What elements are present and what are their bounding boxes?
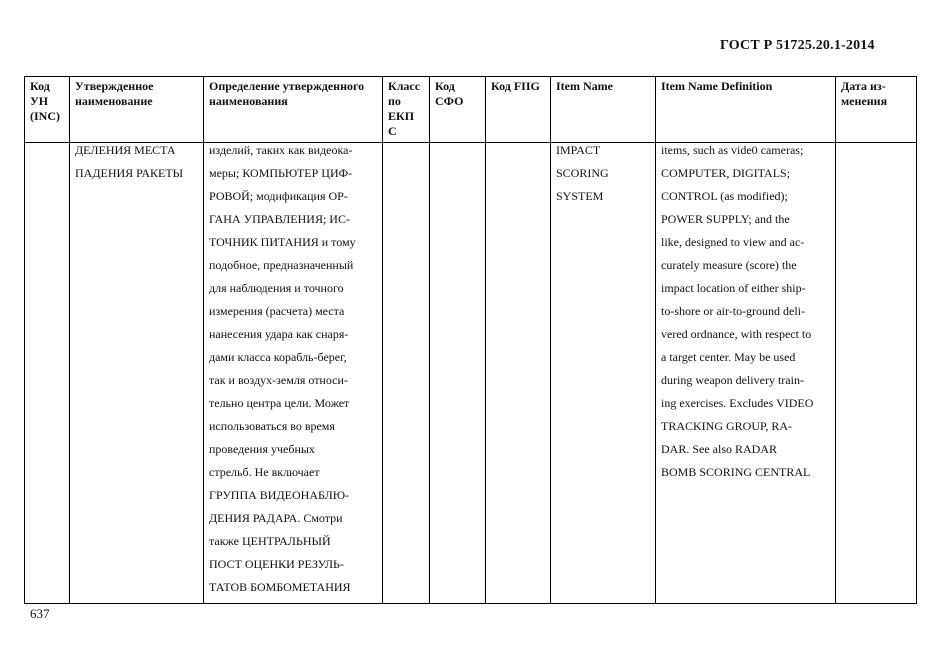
- text-line: подобное, предназначенный: [209, 258, 354, 272]
- header-fiig: Код FIIG: [486, 77, 551, 143]
- text-line: ТОЧНИК ПИТАНИЯ и тому: [209, 235, 356, 249]
- text-line: меры; КОМПЬЮТЕР ЦИФ-: [209, 166, 353, 180]
- text-line: impact location of either ship-: [661, 281, 806, 295]
- text-line: curately measure (score) the: [661, 258, 797, 272]
- text-line: использоваться во время: [209, 419, 335, 433]
- text-line: like, designed to view and ac-: [661, 235, 805, 249]
- text-line: нанесения удара как снаря-: [209, 327, 349, 341]
- table-row: [25, 143, 917, 604]
- text-line: CONTROL (as modified);: [661, 189, 788, 203]
- cell-inc: [25, 143, 70, 604]
- header-approved-name: Утвержденное наименование: [70, 77, 204, 143]
- text-line: стрельб. Не включает: [209, 465, 320, 479]
- text-line: тельно центра цели. Может: [209, 396, 350, 410]
- text-line: BOMB SCORING CENTRAL: [661, 465, 811, 479]
- cell-fiig: [486, 143, 551, 604]
- catalog-table: [24, 76, 917, 604]
- text-line: ТАТОВ БОМБОМЕТАНИЯ: [209, 580, 351, 594]
- text-line: SCORING: [556, 166, 609, 180]
- header-item-name: Item Name: [551, 77, 656, 143]
- text-line: проведения учебных: [209, 442, 315, 456]
- text-line: TRACKING GROUP, RA-: [661, 419, 793, 433]
- text-line: дами класса корабль-берег,: [209, 350, 347, 364]
- text-line: vered ordnance, with respect to: [661, 327, 812, 341]
- text-line: ПОСТ ОЦЕНКИ РЕЗУЛЬ-: [209, 557, 344, 571]
- header-item-name-definition: Item Name Definition: [656, 77, 836, 143]
- text-line: ГРУППА ВИДЕОНАБЛЮ-: [209, 488, 350, 502]
- text-line: a target center. May be used: [661, 350, 796, 364]
- text-line: ing exercises. Excludes VIDEO: [661, 396, 814, 410]
- header-definition: Определение утвержденного наименования: [204, 77, 383, 143]
- text-line: так и воздух-земля относи-: [209, 373, 348, 387]
- text-line: COMPUTER, DIGITALS;: [661, 166, 791, 180]
- cell-definition: [204, 143, 383, 604]
- text-line: ГАНА УПРАВЛЕНИЯ; ИС-: [209, 212, 350, 226]
- text-line: items, such as vide0 cameras;: [661, 143, 804, 157]
- text-line: РОВОЙ; модификация ОР-: [209, 189, 348, 203]
- cell-change-date: [836, 143, 917, 604]
- text-line: измерения (расчета) места: [209, 304, 345, 318]
- cell-sfo: [430, 143, 486, 604]
- header-class: Класс по ЕКП С: [383, 77, 430, 143]
- cell-class: [383, 143, 430, 604]
- page-number: 637: [30, 606, 50, 621]
- text-line: ДЕЛЕНИЯ МЕСТА: [75, 143, 176, 157]
- cell-item-name: [551, 143, 656, 604]
- text-line: ДЕНИЯ РАДАРА. Смотри: [209, 511, 343, 525]
- text-line: для наблюдения и точного: [209, 281, 344, 295]
- cell-item-name-definition: [656, 143, 836, 604]
- header-inc: Код УН (INC): [25, 77, 70, 143]
- text-line: to-shore or air-to-ground deli-: [661, 304, 806, 318]
- text-line: изделий, таких как видеока-: [209, 143, 353, 157]
- document-code: ГОСТ Р 51725.20.1-2014: [720, 38, 875, 53]
- text-line: также ЦЕНТРАЛЬНЫЙ: [209, 534, 331, 548]
- text-line: IMPACT: [556, 143, 601, 157]
- header-row: [25, 77, 917, 143]
- cell-approved-name: [70, 143, 204, 604]
- header-change-date: Дата из-менения: [836, 77, 917, 143]
- text-line: SYSTEM: [556, 189, 604, 203]
- text-line: POWER SUPPLY; and the: [661, 212, 790, 226]
- text-line: ПАДЕНИЯ РАКЕТЫ: [75, 166, 184, 180]
- text-line: DAR. See also RADAR: [661, 442, 777, 456]
- text-line: during weapon delivery train-: [661, 373, 804, 387]
- header-sfo: Код СФО: [430, 77, 486, 143]
